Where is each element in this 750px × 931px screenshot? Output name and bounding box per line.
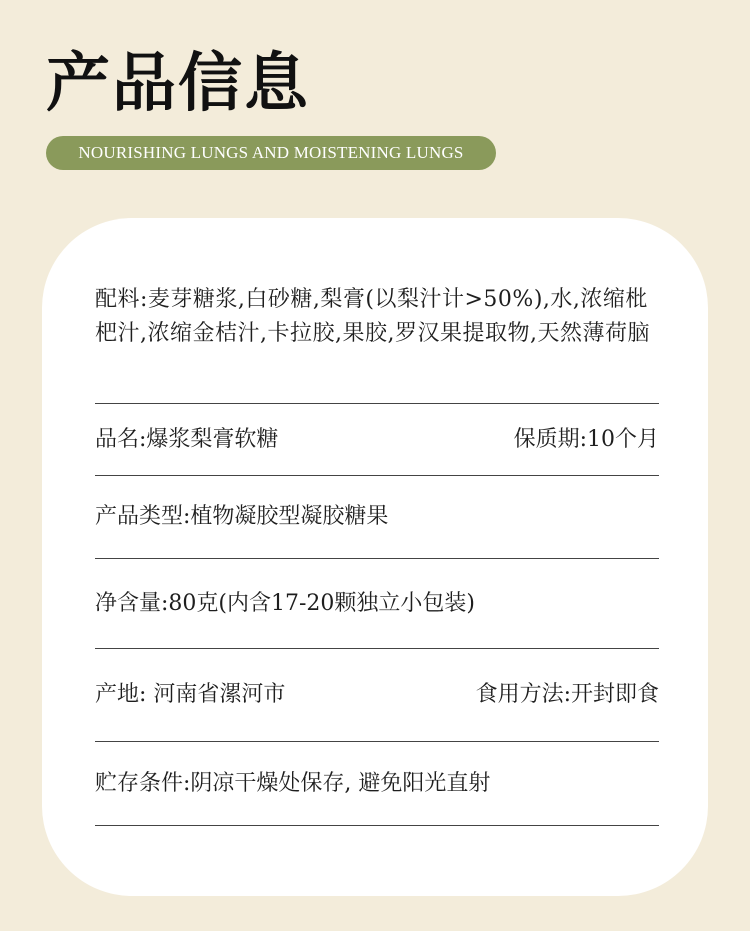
- info-row-name-shelf-life: [95, 404, 659, 476]
- usage-text: 食用方法:开封即食: [475, 682, 659, 707]
- origin-text: 产地: 河南省漯河市: [95, 682, 286, 707]
- net-content-text: 净含量:80克(内含17-20颗独立小包装): [95, 590, 475, 616]
- info-row-origin-usage: [95, 649, 659, 742]
- storage-text: 贮存条件:阴凉干燥处保存, 避免阳光直射: [95, 770, 491, 796]
- ingredients-text: 配料:麦芽糖浆,白砂糖,梨膏(以梨汁计>50%),水,浓缩枇杷汁,浓缩金桔汁,卡拉胶,果胶,罗汉果提取物,天然薄荷脑: [95, 283, 659, 404]
- info-row-storage: [95, 742, 659, 826]
- product-name-text: 品名:爆浆梨膏软糖: [95, 426, 279, 452]
- page-title: 产品信息: [46, 46, 310, 121]
- info-row-net-content: [95, 559, 659, 649]
- info-row-product-type: [95, 476, 659, 559]
- subtitle-badge: NOURISHING LUNGS AND MOISTENING LUNGS: [46, 136, 496, 170]
- shelf-life-text: 保质期:10个月: [513, 426, 659, 452]
- product-type-text: 产品类型:植物凝胶型凝胶糖果: [95, 504, 389, 529]
